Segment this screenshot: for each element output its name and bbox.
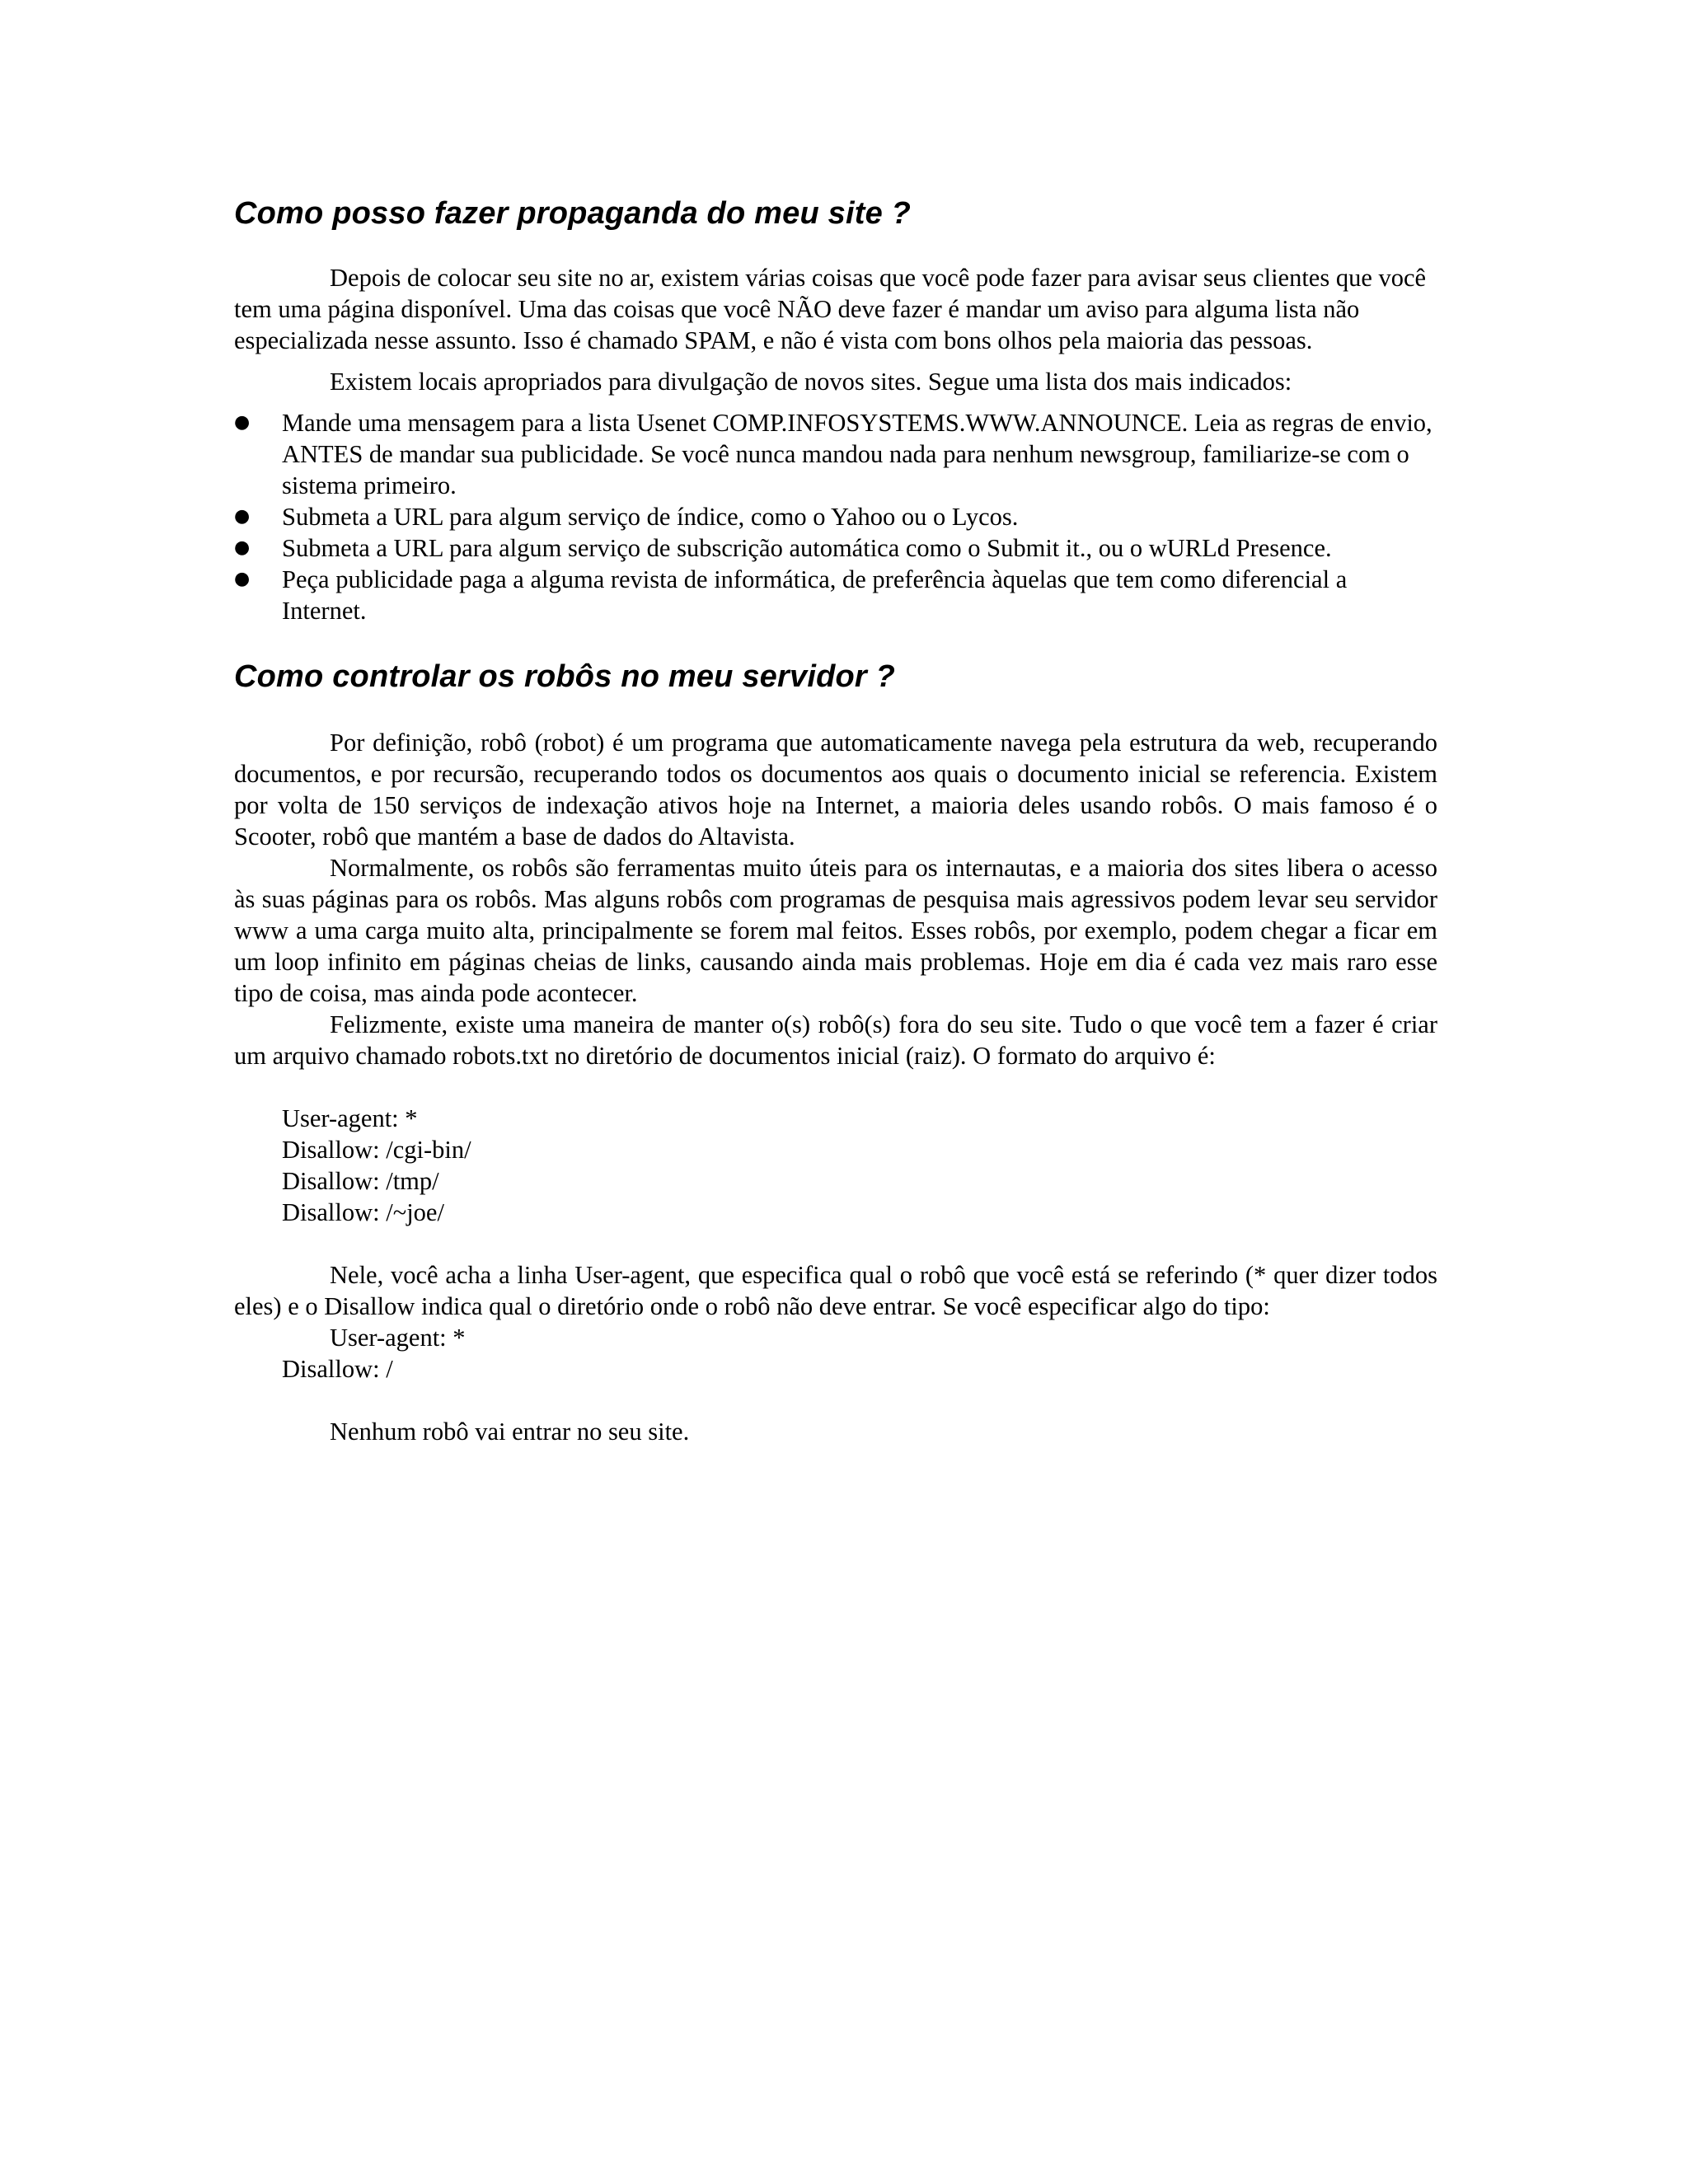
code-line: Disallow: /cgi-bin/ — [282, 1136, 471, 1164]
list-item — [234, 564, 1437, 626]
list-item — [234, 407, 1437, 501]
code-line: Disallow: /~joe/ — [282, 1198, 444, 1226]
code-line: User-agent: * — [282, 1104, 418, 1132]
robots-txt-disallow-all — [234, 1322, 1437, 1385]
bullet-dot-icon: ● — [234, 412, 251, 433]
list-item — [234, 501, 1437, 532]
paragraph-intro: Depois de colocar seu site no ar, existem várias coisas que você pode fazer para avisar seus clientes que você tem uma página disponível. Uma das coisas que você NÃO deve fazer é mandar um aviso para alguma lista não especializada nesse assunto. Isso é chamado SPAM, e não é vista com bons olhos pela maioria das pessoas. — [234, 264, 1427, 354]
list-item-text: Submeta a URL para algum serviço de subscrição automática como o Submit it., ou o wURLd Presence. — [282, 534, 1332, 562]
document-content — [234, 0, 1437, 1447]
section-title-robots: Como controlar os robôs no meu servidor ? — [234, 659, 896, 694]
bullet-list — [234, 407, 1437, 626]
paragraph-robot-usefulness: Normalmente, os robôs são ferramentas muito úteis para os internautas, e a maioria dos sites libera o acesso às suas páginas para os robôs. Mas alguns robôs com programas de pesquisa mais agressivos podem levar seu servidor www a uma carga muito alta, principalmente se forem mal feitos. Esses robôs, por exemplo, podem chegar a ficar em um loop infinito em páginas cheias de links, causando ainda mais problemas. Hoje em dia é cada vez mais raro esse tipo de coisa, mas ainda pode acontecer. — [234, 854, 1437, 1007]
paragraph-closing: Nenhum robô vai entrar no seu site. — [330, 1418, 690, 1446]
bullet-dot-icon: ● — [234, 569, 251, 589]
code-line: Disallow: / — [282, 1355, 393, 1383]
code-line: User-agent: * — [330, 1324, 466, 1352]
paragraph-robots-txt: Felizmente, existe uma maneira de manter o(s) robô(s) fora do seu site. Tudo o que você tem a fazer é criar um arquivo chamado robots.txt no diretório de documentos inicial (raiz). O formato do arquivo é: — [234, 1010, 1437, 1070]
paragraph-robot-definition: Por definição, robô (robot) é um programa que automaticamente navega pela estrutura da web, recuperando documentos, e por recursão, recuperando todos os documentos aos quais o documento inicial se referencia. Existem por volta de 150 serviços de indexação ativos hoje na Internet, a maioria deles usando robôs. O mais famoso é o Scooter, robô que mantém a base de dados do Altavista. — [234, 729, 1437, 851]
list-item-text: Peça publicidade paga a alguma revista de informática, de preferência àquelas que tem como diferencial a Internet. — [282, 565, 1348, 625]
list-item — [234, 532, 1437, 564]
paragraph-explanation: Nele, você acha a linha User-agent, que especifica qual o robô que você está se referindo (* quer dizer todos eles) e o Disallow indica qual o diretório onde o robô não deve entrar. Se você especificar algo do tipo: — [234, 1261, 1437, 1320]
code-line: Disallow: /tmp/ — [282, 1167, 439, 1195]
list-item-text: Submeta a URL para algum serviço de índice, como o Yahoo ou o Lycos. — [282, 503, 1019, 531]
list-item-text: Mande uma mensagem para a lista Usenet COMP.INFOSYSTEMS.WWW.ANNOUNCE. Leia as regras de envio, ANTES de mandar sua publicidade. Se você nunca mandou nada para nenhum newsgroup, familiarize-se com o sistema primeiro. — [282, 409, 1432, 499]
bullet-dot-icon: ● — [234, 506, 251, 527]
paragraph-locations: Existem locais apropriados para divulgação de novos sites. Segue uma lista dos mais indicados: — [330, 368, 1292, 396]
section-title-advertising: Como posso fazer propaganda do meu site ? — [234, 196, 912, 231]
bullet-dot-icon: ● — [234, 537, 251, 558]
robots-txt-example — [282, 1103, 1437, 1228]
